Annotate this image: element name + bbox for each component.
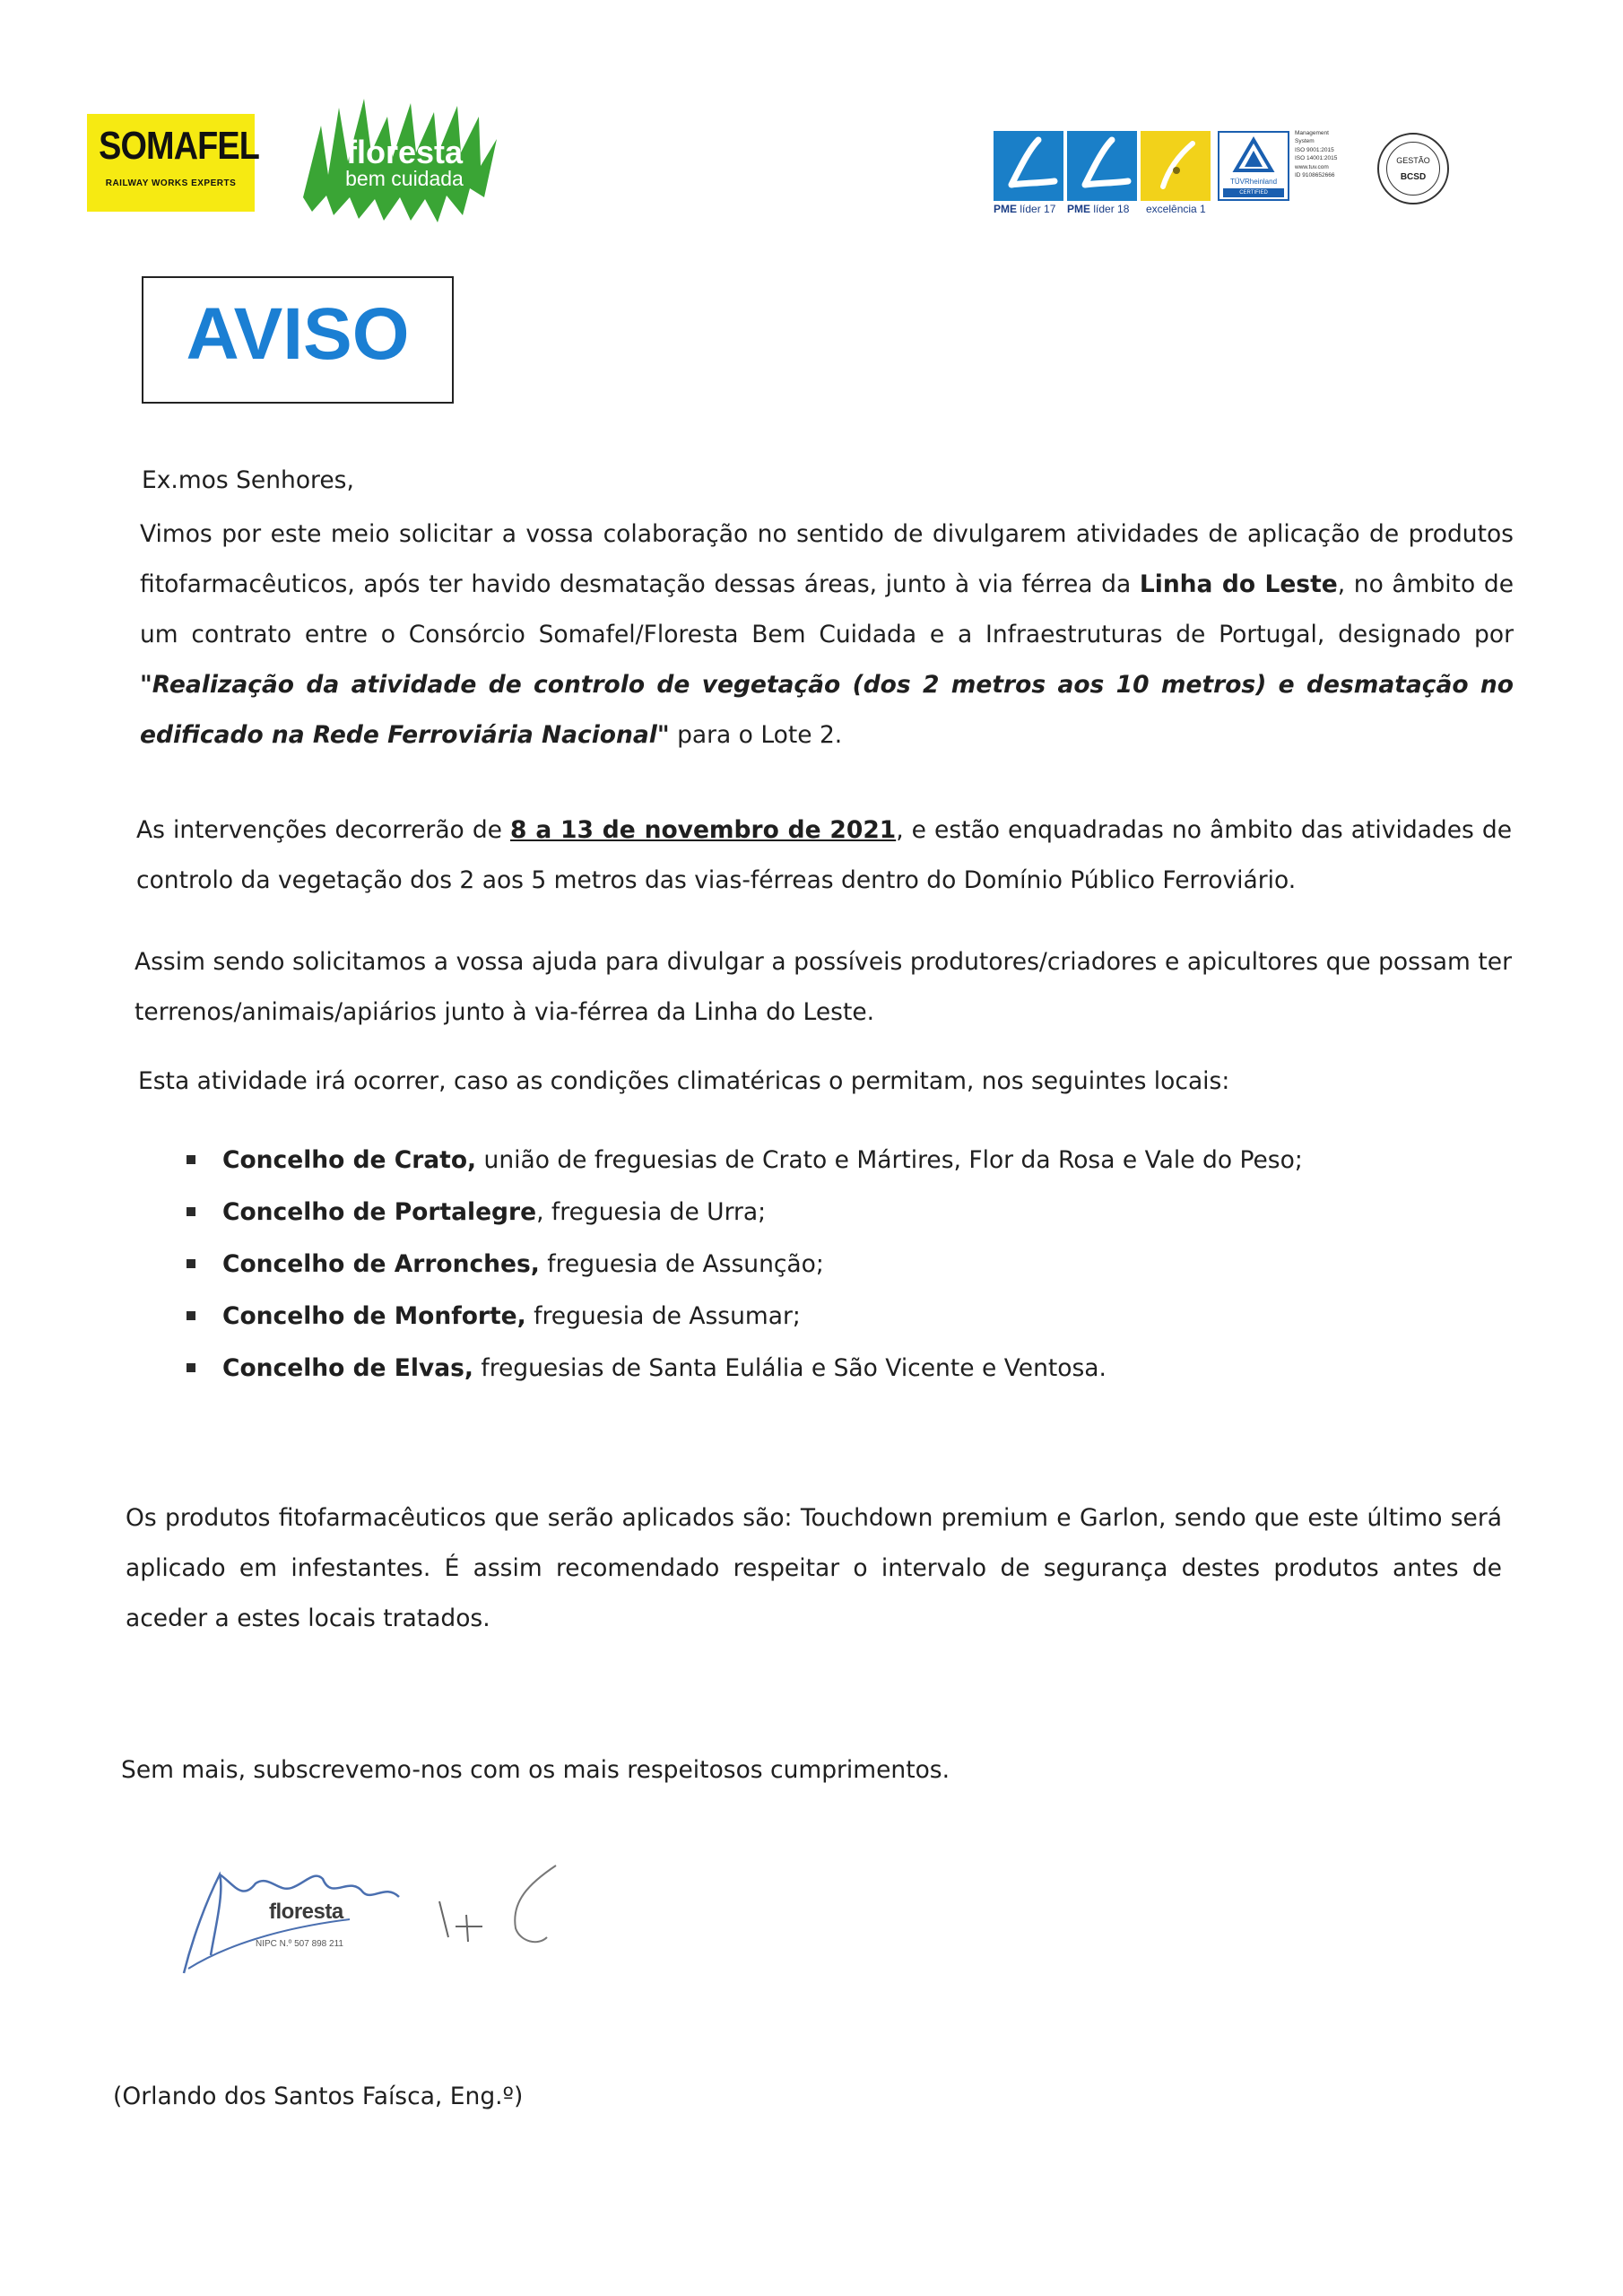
tuv-label: TÜVRheinland: [1229, 178, 1278, 186]
handwritten-signature-icon: [170, 1848, 565, 1982]
tuv-triangle-icon: [1219, 133, 1288, 178]
seal-sub: BCSD: [1400, 172, 1427, 182]
quality-seal-icon: [1377, 133, 1449, 204]
list-item: Concelho de Elvas, freguesias de Santa Eulália e São Vicente e Ventosa.: [179, 1343, 1345, 1395]
management-system-text: Management System ISO 9001:2015 ISO 14001:2015 www.tuv.com ID 9108652666: [1295, 130, 1338, 179]
company-stamp: floresta: [269, 1900, 343, 1924]
pme-lider-icon: [994, 131, 1063, 201]
cert-caption-2: PME líder 18: [1067, 203, 1130, 215]
tuv-certified-badge: [1218, 131, 1289, 201]
paragraph-3: Assim sendo solicitamos a vossa ajuda para divulgar a possíveis produtores/criadores e apicultores que possam ter terrenos/animais/apiários junto à via-férrea da Linha do Leste.: [135, 948, 1512, 1026]
pme-lider-17-badge: [994, 131, 1063, 201]
closing-line: Sem mais, subscrevemo-nos com os mais respeitosos cumprimentos.: [121, 1756, 950, 1784]
paragraph-4: Esta atividade irá ocorrer, caso as condições climatéricas o permitam, nos seguintes locais:: [138, 1067, 1230, 1095]
paragraph-1: Vimos por este meio solicitar a vossa colaboração no sentido de divulgarem atividades de aplicação de produtos fitofarmacêuticos, após ter havido desmatação dessas áreas, junto à via férrea da Linha do Leste, no âmbito de um contrato entre o Consórcio Somafel/Floresta Bem Cuidada e a Infraestruturas de Portugal, designado por "Realização da atividade de controlo de vegetação (dos 2 metros aos 10 metros) e desmatação no edificado na Rede Ferroviária Nacional" para o Lote 2.: [140, 520, 1515, 749]
pme-excelencia-badge: [1141, 131, 1211, 201]
aviso-title-box: [142, 276, 454, 404]
company-stamp-nif: NIPC N.º 507 898 211: [256, 1939, 343, 1949]
locations-list: [179, 1135, 1345, 1395]
line-name: Linha do Leste: [1139, 570, 1338, 598]
cert-caption-3: excelência 1: [1146, 203, 1206, 215]
list-item: Concelho de Crato, união de freguesias de Crato e Mártires, Flor da Rosa e Vale do Peso;: [179, 1135, 1345, 1187]
tuv-sub: CERTIFIED: [1223, 188, 1284, 197]
floresta-logo: [294, 90, 500, 224]
bullet-icon: [187, 1311, 195, 1320]
pme-excelencia-icon: [1141, 131, 1211, 201]
signer-name: (Orlando dos Santos Faísca, Eng.º): [113, 2083, 524, 2110]
greeting: Ex.mos Senhores,: [142, 466, 354, 494]
paragraph-5: Os produtos fitofarmacêuticos que serão aplicados são: Touchdown premium e Garlon, sendo que este último será aplicado em infestantes. É assim recomendado respeitar o intervalo de segurança destes produtos antes de aceder a estes locais tratados.: [126, 1504, 1502, 1632]
somafel-logo-tagline: RAILWAY WORKS EXPERTS: [105, 178, 237, 188]
signature: [170, 1848, 565, 1982]
paragraph-2: As intervenções decorrerão de 8 a 13 de novembro de 2021, e estão enquadradas no âmbito das atividades de controlo da vegetação dos 2 aos 5 metros das vias-férreas dentro do Domínio Público Ferroviário.: [136, 816, 1512, 894]
pme-lider-icon: [1067, 131, 1137, 201]
floresta-logo-line2: bem cuidada: [345, 167, 464, 190]
bullet-icon: [187, 1259, 195, 1268]
cert-caption-1: PME líder 17: [994, 203, 1056, 215]
floresta-logo-line1: floresta: [345, 134, 464, 170]
bullet-icon: [187, 1155, 195, 1164]
bullet-icon: [187, 1363, 195, 1372]
somafel-logo: [87, 114, 260, 212]
bullet-icon: [187, 1207, 195, 1216]
intervention-dates: 8 a 13 de novembro de 2021: [510, 816, 897, 844]
list-item: Concelho de Arronches, freguesia de Assunção;: [179, 1239, 1345, 1291]
page-title: AVISO: [186, 293, 410, 375]
pme-lider-18-badge: [1067, 131, 1137, 201]
list-item: Concelho de Monforte, freguesia de Assumar;: [179, 1291, 1345, 1343]
contract-name: "Realização da atividade de controlo de vegetação (dos 2 metros aos 10 metros) e desmatação no edificado na Rede Ferroviária Nacional": [140, 671, 1514, 749]
list-item: Concelho de Portalegre, freguesia de Urra;: [179, 1187, 1345, 1239]
seal-text: GESTÃO: [1396, 156, 1430, 165]
somafel-logo-name: SOMAFEL: [99, 124, 260, 168]
certifications-strip: [994, 126, 1460, 224]
